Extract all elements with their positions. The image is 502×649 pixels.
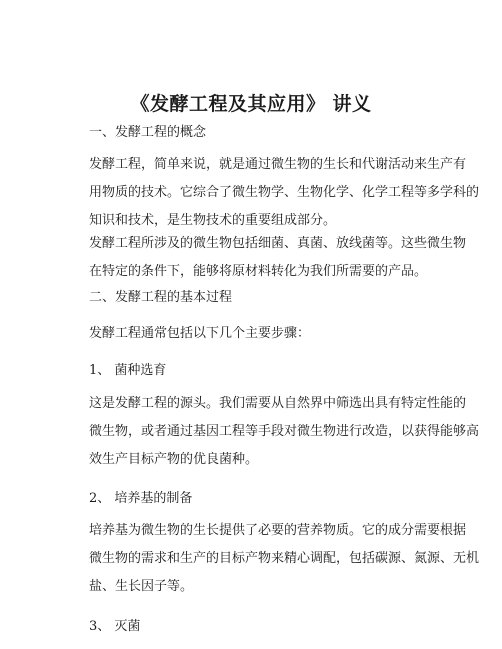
paragraph-line: 盐、生长因子等。 [89, 579, 194, 594]
paragraph-line: 发酵工程，简单来说，就是通过微生物的生长和代谢活动来生产有 [89, 157, 467, 172]
paragraph-definition [89, 151, 480, 235]
paragraph-microorganisms [89, 230, 467, 286]
paragraph-intro: 发酵工程通常包括以下几个主要步骤： [89, 326, 311, 341]
paragraph-line: 效生产目标产物的优良菌种。 [89, 452, 259, 467]
paragraph-line: 微生物，或者通过基因工程等手段对微生物进行改造，以获得能够高 [89, 424, 480, 439]
section-heading-concept: 一、发酵工程的概念 [89, 125, 207, 140]
step-heading-strain-selection: 1、 菌种选育 [89, 363, 167, 378]
paragraph-line: 培养基为微生物的生长提供了必要的营养物质。它的成分需要根据 [89, 523, 467, 538]
step-heading-sterilization: 3、 灭菌 [89, 619, 141, 634]
paragraph-line: 微生物的需求和生产的目标产物来精心调配，包括碳源、氮源、无机 [89, 551, 480, 566]
document-title: 《发酵工程及其应用》 讲义 [130, 93, 372, 115]
paragraph-line: 知识和技术，是生物技术的重要组成部分。 [89, 213, 337, 228]
paragraph-line: 用物质的技术。它综合了微生物学、生物化学、化学工程等多学科的 [89, 185, 480, 200]
paragraph-line: 在特定的条件下，能够将原材料转化为我们所需要的产品。 [89, 264, 428, 279]
section-heading-process: 二、发酵工程的基本过程 [89, 290, 233, 305]
paragraph-strain-selection [89, 390, 480, 474]
paragraph-line: 这是发酵工程的源头。我们需要从自然界中筛选出具有特定性能的 [89, 396, 467, 411]
paragraph-line: 发酵工程所涉及的微生物包括细菌、真菌、放线菌等。这些微生物 [89, 236, 467, 251]
step-heading-medium-preparation: 2、 培养基的制备 [89, 491, 193, 506]
paragraph-medium-preparation [89, 517, 480, 601]
